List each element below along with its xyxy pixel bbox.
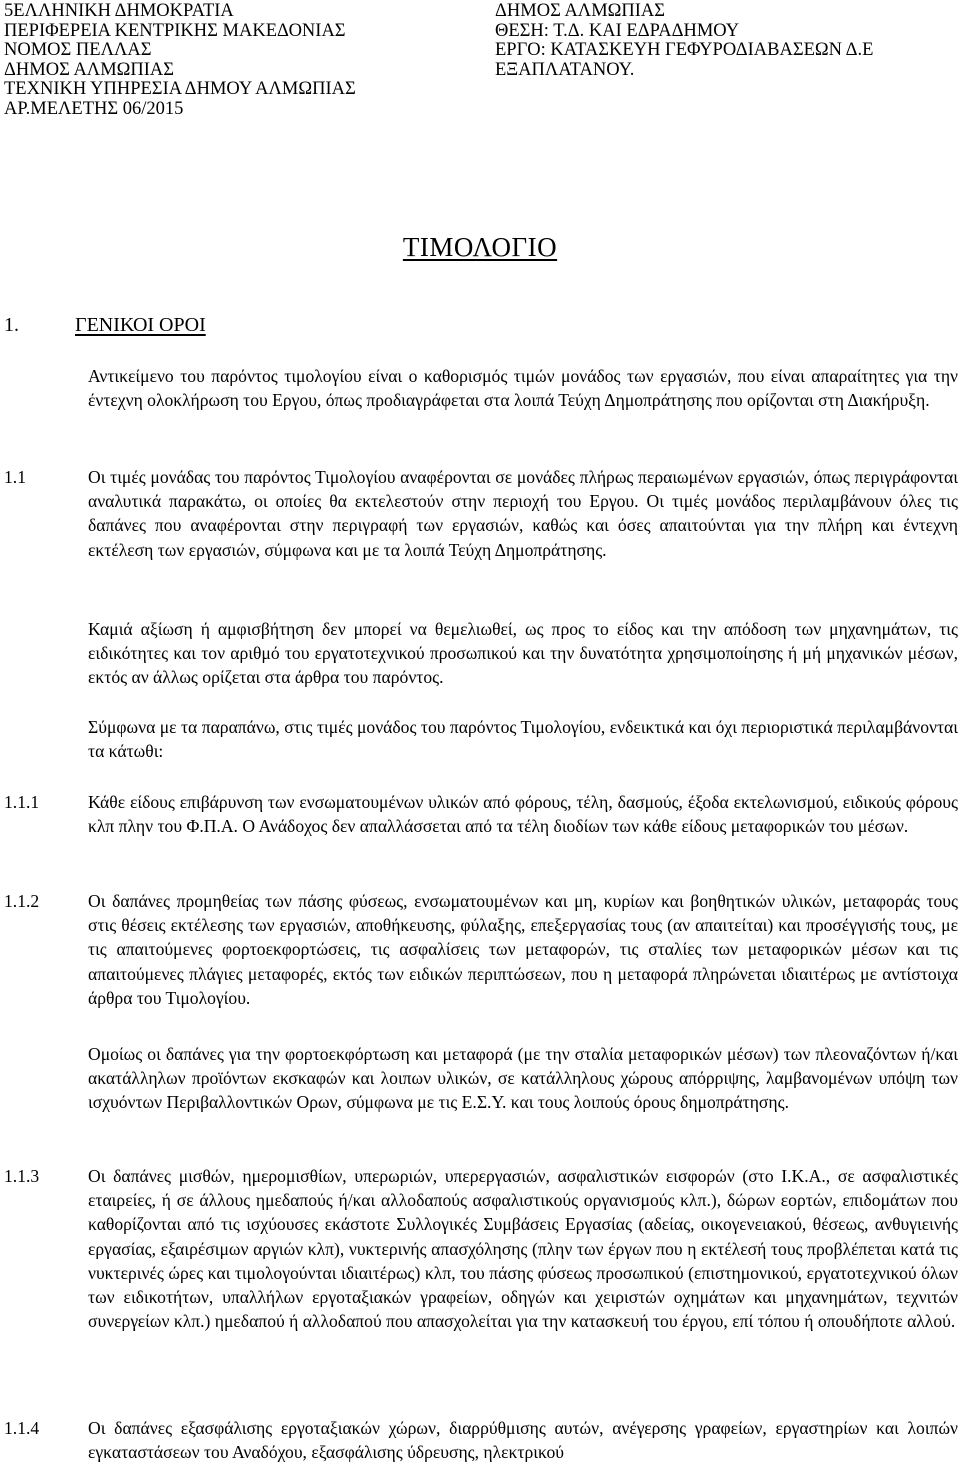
header-line-technical-service: ΤΕΧΝΙΚΗ ΥΠΗΡΕΣΙΑ ΔΗΜΟΥ ΑΛΜΩΠΙΑΣ: [4, 79, 356, 99]
header-right-block: [495, 2, 873, 80]
header-line-region: ΠΕΡΙΦΕΡΕΙΑ ΚΕΝΤΡΙΚΗΣ ΜΑΚΕΔΟΝΙΑΣ: [4, 20, 346, 41]
header-line-prefecture: ΝΟΜΟΣ ΠΕΛΛΑΣ: [4, 40, 152, 60]
header-left-block: [4, 2, 356, 119]
paragraph-according: Σύμφωνα με τα παραπάνω, στις τιμές μονάδος του παρόντος Τιμολογίου, ενδεικτικά και όχι περιοριστικά περιλαμβάνονται τα κάτωθι:: [88, 717, 958, 762]
header-line-project-cont: ΕΞΑΠΛΑΤΑΝΟΥ.: [495, 59, 635, 80]
paragraph-1-1-3: Οι δαπάνες μισθών, ημερομισθίων, υπερωριών, υπερεργασιών, ασφαλιστικών εισφορών (στο Ι.Κ.Α., σε ασφαλιστικές εταιρείες, ή σε άλλους ημεδαπούς ή/και αλλοδαπούς ασφαλιστικούς οργανισμούς κλπ.), δώρων εορτών, επιδομάτων που καθορίζονται από τις ισχύουσες εκάστοτε Συλλογικές Συμβάσεις Εργασίας (αδείας, οικογενειακού, θέσεως, ανθυγιεινής εργασίας, εξαιρέσιμων αργιών κλπ), νυκτερινής απασχόλησης (πλην των έργων που η εκτέλεσή τους προβλέπεται κατά τις νυκτερινές ώρες και τιμολογούνται ιδιαιτέρως) κλπ, του πάσης φύσεως προσωπικού (επιστημονικού, εργατοτεχνικού όλων των ειδικοτήτων, υπαλλήλων εργοταξιακών γραφείων, οδηγών και χειριστών οχημάτων και μηχανημάτων, τεχνιτών συνεργείων κλπ.) ημεδαπού ή αλλοδαπού που απασχολείται για την κατασκευή του έργου, επί τόπου ή οπουδήποτε αλλού.: [88, 1166, 958, 1332]
paragraph-intro: Αντικείμενο του παρόντος τιμολογίου είναι ο καθορισμός τιμών μονάδος των εργασιών, που είναι απαραίτητες για την έντεχνη ολοκλήρωση του Εργου, όπως προδιαγράφεται στα λοιπά Τεύχη Δημοπράτησης που ορίζονται στη Διακήρυξη.: [88, 366, 958, 411]
section-heading: [4, 314, 206, 337]
item-label-1-1-1: 1.1.1: [4, 792, 40, 812]
paragraph-claim: Καμιά αξίωση ή αμφισβήτηση δεν μπορεί να θεμελιωθεί, ως προς το είδος και την απόδοση των μηχανημάτων, τις ειδικότητες και τον αριθμό του εργατοτεχνικού προσωπικού και την δυνατότητα χρησιμοποίησης ή μή μηχανικών μέσων, εκτός αν άλλως ορίζεται στα άρθρα του παρόντος.: [88, 619, 958, 688]
item-label-1-1-3: 1.1.3: [4, 1166, 40, 1186]
paragraph-1-1-1: Κάθε είδους επιβάρυνση των ενσωματουμένων υλικών από φόρους, τέλη, δασμούς, έξοδα εκτελωνισμού, ειδικούς φόρους κλπ πλην του Φ.Π.Α. Ο Ανάδοχος δεν απαλλάσσεται από τα τέλη διοδίων των κάθε είδους μεταφορικών του μέσων.: [88, 792, 958, 837]
section-number: 1.: [4, 314, 19, 336]
document-title: ΤΙΜΟΛΟΓΙΟ: [402, 232, 558, 262]
paragraph-1-1-4: Οι δαπάνες εξασφάλισης εργοταξιακών χώρων, διαρρύθμισης αυτών, ανέγερσης γραφείων, εργαστηρίων και λοιπών εγκαταστάσεων του Αναδόχου, εξασφάλισης ύδρευσης, ηλεκτρικού: [88, 1418, 958, 1463]
header-line-municipality-right: ΔΗΜΟΣ ΑΛΜΩΠΙΑΣ: [495, 1, 666, 21]
header-line-location: ΘΕΣΗ: Τ.Δ. ΚΑΙ ΕΔΡΑΔΗΜΟΥ: [495, 20, 740, 41]
header-line-republic: 5ΕΛΛΗΝΙΚΗ ΔΗΜΟΚΡΑΤΙΑ: [4, 1, 234, 21]
header-line-project: ΕΡΓΟ: ΚΑΤΑΣΚΕΥΗ ΓΕΦΥΡΟΔΙΑΒΑΣΕΩΝ Δ.Ε: [495, 40, 874, 60]
section-heading-text: ΓΕΝΙΚΟΙ ΟΡΟΙ: [75, 314, 206, 336]
paragraph-1-1-2: Οι δαπάνες προμηθείας των πάσης φύσεως, ενσωματουμένων και μη, κυρίων και βοηθητικών υλικών, μεταφοράς τους στις θέσεις εκτέλεσης των εργασιών, αποθήκευσης, φύλαξης, επεξεργασίας τους (αν απαιτείται) και προσέγγισής τους, με τις απαιτούμενες φορτοεκφορτώσεις, τις ασφαλίσεις των μεταφορών, τις σταλίες των μεταφορικών μέσων και τις απαιτούμενες πλάγιες μεταφορές, εκτός των ειδικών περιπτώσεων, που η μεταφορά πληρώνεται ιδιαιτέρως με αντίστοιχα άρθρα του Τιμολογίου.: [88, 891, 958, 1008]
paragraph-1-1: Οι τιμές μονάδας του παρόντος Τιμολογίου αναφέρονται σε μονάδες πλήρως περαιωμένων εργασιών, όπως περιγράφονται αναλυτικά παρακάτω, οι οποίες θα εκτελεστούν στην περιοχή του Εργου. Οι τιμές μονάδος περιλαμβάνουν όλες τις δαπάνες που αναφέρονται στην περιγραφή των εργασιών, καθώς και όσες απαιτούνται για την πλήρη και έντεχνη εκτέλεση των εργασιών, σύμφωνα και με τα λοιπά Τεύχη Δημοπράτησης.: [88, 467, 958, 560]
paragraph-similarly: Ομοίως οι δαπάνες για την φορτοεκφόρτωση και μεταφορά (με την σταλία μεταφορικών μέσων) των πλεοναζόντων ή/και ακατάλληλων προϊόντων εκσκαφών και λοιπων υλικών, σε κατάλληλους χώρους απόρριψης, λαμβανομένων υπόψη των ισχυόντων Περιβαλλοντικών Ορων, σύμφωνα με τις Ε.Σ.Υ. και τους λοιπούς όρους δημοπράτησης.: [88, 1044, 958, 1113]
item-label-1-1-2: 1.1.2: [4, 891, 40, 911]
header-line-municipality: ΔΗΜΟΣ ΑΛΜΩΠΙΑΣ: [4, 59, 175, 80]
header-line-study-number: ΑΡ.ΜΕΛΕΤΗΣ 06/2015: [4, 98, 184, 119]
item-label-1-1-4: 1.1.4: [4, 1418, 40, 1438]
item-label-1-1: 1.1: [4, 467, 26, 487]
